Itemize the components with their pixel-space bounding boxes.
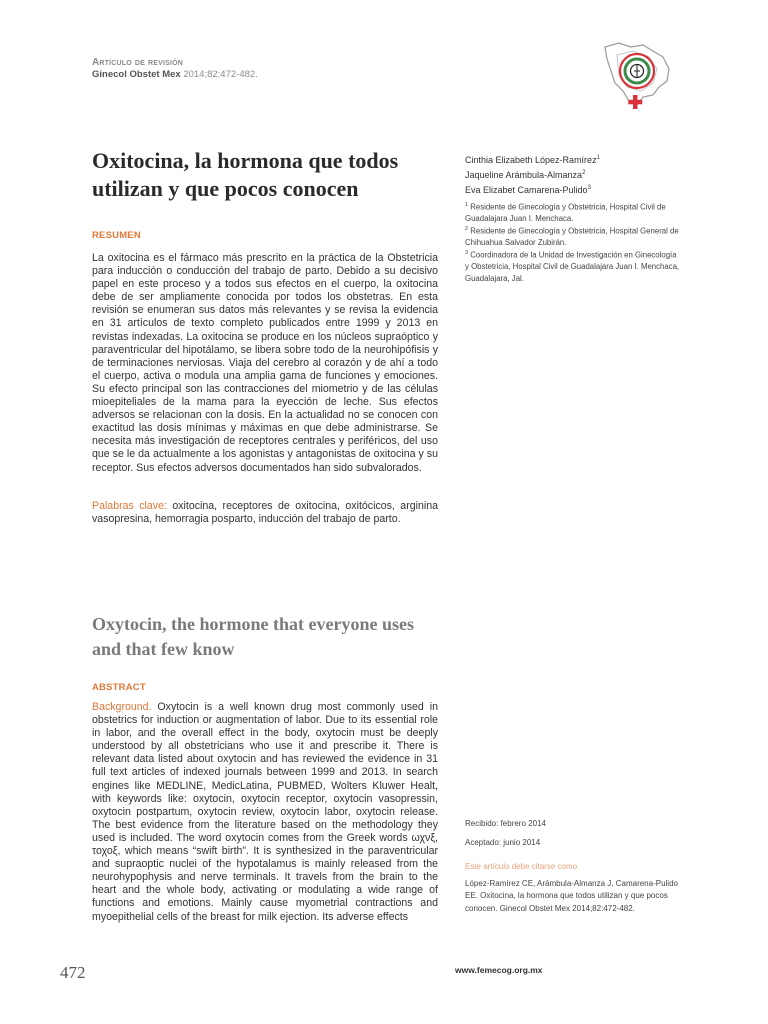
citation-text: López-Ramírez CE, Arámbula-Almanza J, Camarena-Pulido EE. Oxitocina, la hormona que todos utilizan y que pocos conocen. Ginecol Obstet Mex 2014;82:472-482. [465,879,678,913]
author-list [465,152,600,197]
journal-name: Ginecol Obstet Mex [92,69,181,80]
affiliation: $^1$ Residente de Ginecología y Obstetricia, Hospital Civil de Guadalajara Juan I. Menchaca. [465,202,666,223]
journal-citation [92,69,258,81]
femecog-logo-icon [597,35,675,113]
citation-heading: Este artículo debe citarse como [465,862,578,871]
affiliations [465,200,680,284]
abstract-body: Oxytocin is a well known drug most commonly used in obstetrics for induction or augmentation of labor. Due to its essential role in labor, and the overall effect in the body, oxytocin must be deeply understood by all obstetricians who use it and prescribe it. There is relevant data listed about oxytocin and has reviewed the evidence in 31 full text articles of indexed journals between 1999 and 2013. In search engines like MEDLINE, MedicLatina, PUBMED, Wolters Kluwer Healt, with keywords like: oxytocin, oxytocin receptor, oxytocin vasopressin, oxytocin postpartum, oxytocin review, oxytocin labor, oxytocin release. The best evidence from the literature based on the methodology they used is included. The word oxytocin comes from the Greek words ωχνξ, τοχοξ, which means “swift birth”. It is synthesized in the paraventricular and supraoptic nuclei of the hypotalamus is mainly released from the neurohypophysis and nerve terminals. It travels from the brain to the heart and the whole body, activating or modulating a wide range of functions and emotions. Mainly cause myometrial contractions and myoepithelial cells of the breast for milk ejection. Its adverse effects [92,701,438,923]
affiliation: $^2$ Residente de Ginecología y Obstetricia, Hospital General de Chihuahua Salvador Zubirán. [465,226,679,248]
resumen-text: La oxitocina es el fármaco más prescrito en la práctica de la Obstetricia para inducción o conducción del trabajo de parto. Debido a su decisivo papel en este proceso y a todos sus efectos en el cuerpo, la oxitocina debe de ser ampliamente conocida por todos los obstetras. En esta revisión se enumeran sus datos más relevantes y se revisa la evidencia en 31 artículos de texto completo publicados entre 1999 y 2013 en revistas indexadas. La oxitocina se produce en los núcleos supraóptico y paraventricular del hipotálamo, se libera sobre todo de la neurohipófisis y de terminaciones nerviosas. Viaja del cerebro al corazón y de ahí a todo el cuerpo, activa o modula una amplia gama de funciones y emociones. Su efecto principal son las contracciones del miometrio y de las células mioepiteliales de la mama para la eyección de leche. Sus efectos adversos se relacionan con la dosis. En la actualidad no se conocen con exactitud las dosis mínimas y máximas en que debe administrarse. Se necesita más investigación de receptores centrales y periféricos, del uso que se le da actualmente a los agonistas y antagonistas de oxitocina y su receptor. Sus efectos adversos documentados han sido subvalorados. [92,252,438,474]
resumen-heading: RESUMEN [92,230,141,241]
author: Eva Elizabet Camarena-Pulido$^3$ [465,185,591,195]
abstract-heading: ABSTRACT [92,682,146,693]
article-dates [465,818,546,856]
author: Cinthia Elizabeth López-Ramírez$^1$ [465,155,600,165]
keywords-text: oxitocina, receptores de oxitocina, oxitócicos, arginina vasopresina, hemorragia posparto, inducción del trabajo de parto. [92,500,438,526]
title-spanish: Oxitocina, la hormona que todos utilizan y que pocos conocen [92,148,399,201]
author: Jaqueline Arámbula-Almanza$^2$ [465,170,586,180]
affiliation: $^3$ Coordinadora de la Unidad de Investigación en Ginecología y Obstetricia, Hospital Civil de Guadalajara Juan I. Menchaca, Guadalajara, Jal. [465,250,680,283]
title-english: Oxytocin, the hormone that everyone uses and that few know [92,614,414,659]
article-type: Artículo de revisión [92,57,184,68]
article-header [92,57,258,81]
keywords-label: Palabras clave: [92,500,167,512]
website-link[interactable]: www.femecog.org.mx [455,965,543,975]
keywords [92,500,438,526]
journal-volume: 2014;82:472-482. [183,69,258,80]
abstract-label: Background. [92,701,152,713]
accepted-date: Aceptado: junio 2014 [465,838,541,847]
abstract-text [92,701,438,924]
page-number: 472 [60,963,86,982]
received-date: Recibido: febrero 2014 [465,819,546,828]
